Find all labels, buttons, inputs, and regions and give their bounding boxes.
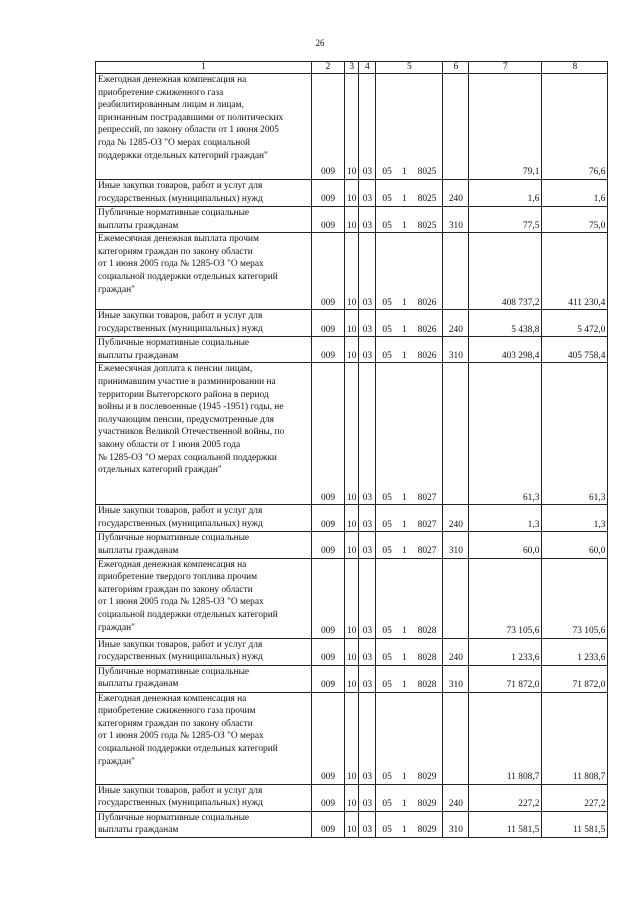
amount-col8: 11 581,5 bbox=[542, 811, 608, 837]
target-article-part: 1 bbox=[402, 679, 407, 690]
section-code: 10 bbox=[345, 784, 359, 811]
subsection-code: 03 bbox=[359, 363, 376, 505]
target-article-part: 05 bbox=[382, 625, 392, 636]
amount-col8: 11 808,7 bbox=[542, 692, 608, 784]
section-code: 10 bbox=[345, 207, 359, 233]
target-article-part: 8029 bbox=[417, 798, 437, 809]
expense-type-code: 310 bbox=[443, 811, 469, 837]
target-article-code bbox=[376, 337, 443, 363]
target-article-parts bbox=[378, 324, 440, 337]
subsection-code: 03 bbox=[359, 207, 376, 233]
grbs-code: 009 bbox=[312, 310, 345, 337]
amount-col8: 411 230,4 bbox=[542, 233, 608, 310]
amount-col7: 403 298,4 bbox=[469, 337, 542, 363]
target-article-parts bbox=[378, 193, 440, 206]
target-article-part: 05 bbox=[382, 825, 392, 836]
target-article-part: 05 bbox=[382, 350, 392, 361]
row-description: Иные закупки товаров, работ и услуг для государственных (муниципальных) нужд bbox=[96, 638, 312, 665]
target-article-part: 8025 bbox=[417, 167, 437, 178]
target-article-part: 05 bbox=[382, 220, 392, 231]
target-article-part: 1 bbox=[402, 324, 407, 335]
subsection-code: 03 bbox=[359, 505, 376, 532]
expense-type-code: 240 bbox=[443, 310, 469, 337]
budget-table bbox=[95, 61, 608, 838]
grbs-code: 009 bbox=[312, 784, 345, 811]
expense-type-code bbox=[443, 558, 469, 638]
amount-col8: 71 872,0 bbox=[542, 665, 608, 692]
expense-type-code: 240 bbox=[443, 638, 469, 665]
header-cell: 1 bbox=[96, 62, 312, 74]
expense-type-code: 310 bbox=[443, 532, 469, 558]
header-cell: 5 bbox=[376, 62, 443, 74]
target-article-part: 8027 bbox=[417, 519, 437, 530]
target-article-parts bbox=[378, 771, 440, 784]
section-code: 10 bbox=[345, 74, 359, 180]
table-row bbox=[96, 310, 608, 337]
amount-col8: 405 758,4 bbox=[542, 337, 608, 363]
table-row bbox=[96, 692, 608, 784]
amount-col7: 73 105,6 bbox=[469, 558, 542, 638]
header-cell: 3 bbox=[345, 62, 359, 74]
row-description: Ежемесячная доплата к пенсии лицам, принимавшим участие в разминировании на территории Вытегорского района в период войны и в послевоенные (1945 -1951) годы, не получающим пенсии, предусмотренные для участников Великой Отечественной войны, по закону области от 1 июня 2005 года № 1285-ОЗ "О мерах социальной поддержки отдельных категорий граждан" bbox=[96, 363, 312, 505]
section-code: 10 bbox=[345, 558, 359, 638]
grbs-code: 009 bbox=[312, 558, 345, 638]
amount-col8: 1 233,6 bbox=[542, 638, 608, 665]
grbs-code: 009 bbox=[312, 337, 345, 363]
header-cell: 6 bbox=[443, 62, 469, 74]
target-article-part: 8028 bbox=[417, 652, 437, 663]
section-code: 10 bbox=[345, 180, 359, 207]
target-article-code bbox=[376, 505, 443, 532]
target-article-code bbox=[376, 74, 443, 180]
section-code: 10 bbox=[345, 363, 359, 505]
table-row bbox=[96, 363, 608, 505]
expense-type-code bbox=[443, 233, 469, 310]
target-article-part: 8026 bbox=[417, 350, 437, 361]
target-article-part: 1 bbox=[402, 492, 407, 503]
target-article-code bbox=[376, 558, 443, 638]
subsection-code: 03 bbox=[359, 180, 376, 207]
grbs-code: 009 bbox=[312, 74, 345, 180]
row-description: Ежегодная денежная компенсация на приобретение сжиженного газа прочим категориям граждан по закону области от 1 июня 2005 года № 1285-ОЗ "О мерах социальной поддержки отдельных категорий граждан" bbox=[96, 692, 312, 784]
row-description: Ежемесячная денежная выплата прочим категориям граждан по закону области от 1 июня 2005 года № 1285-ОЗ "О мерах социальной поддержки отдельных категорий граждан" bbox=[96, 233, 312, 310]
target-article-part: 1 bbox=[402, 297, 407, 308]
target-article-parts bbox=[378, 652, 440, 665]
target-article-code bbox=[376, 692, 443, 784]
expense-type-code bbox=[443, 692, 469, 784]
target-article-part: 1 bbox=[402, 825, 407, 836]
amount-col8: 1,3 bbox=[542, 505, 608, 532]
amount-col7: 11 581,5 bbox=[469, 811, 542, 837]
target-article-part: 1 bbox=[402, 798, 407, 809]
subsection-code: 03 bbox=[359, 784, 376, 811]
row-description: Иные закупки товаров, работ и услуг для государственных (муниципальных) нужд bbox=[96, 784, 312, 811]
grbs-code: 009 bbox=[312, 532, 345, 558]
section-code: 10 bbox=[345, 310, 359, 337]
grbs-code: 009 bbox=[312, 363, 345, 505]
amount-col7: 60,0 bbox=[469, 532, 542, 558]
table-row bbox=[96, 665, 608, 692]
target-article-part: 1 bbox=[402, 652, 407, 663]
section-code: 10 bbox=[345, 811, 359, 837]
subsection-code: 03 bbox=[359, 233, 376, 310]
header-cell: 7 bbox=[469, 62, 542, 74]
amount-col7: 5 438,8 bbox=[469, 310, 542, 337]
target-article-parts bbox=[378, 798, 440, 811]
target-article-part: 1 bbox=[402, 220, 407, 231]
target-article-part: 05 bbox=[382, 771, 392, 782]
amount-col8: 75,0 bbox=[542, 207, 608, 233]
target-article-part: 1 bbox=[402, 167, 407, 178]
header-cell: 2 bbox=[312, 62, 345, 74]
amount-col8: 61,3 bbox=[542, 363, 608, 505]
target-article-part: 05 bbox=[382, 679, 392, 690]
table-row bbox=[96, 532, 608, 558]
target-article-part: 05 bbox=[382, 167, 392, 178]
row-description: Ежегодная денежная компенсация на приобретение сжиженного газа реабилитированным лицам и лицам, признанным пострадавшими от политических репрессий, по закону области от 1 июня 2005 года № 1285-ОЗ "О мерах социальной поддержки отдельных категорий граждан" bbox=[96, 74, 312, 180]
amount-col8: 76,6 bbox=[542, 74, 608, 180]
amount-col7: 1,3 bbox=[469, 505, 542, 532]
subsection-code: 03 bbox=[359, 811, 376, 837]
target-article-code bbox=[376, 207, 443, 233]
table-row bbox=[96, 638, 608, 665]
subsection-code: 03 bbox=[359, 558, 376, 638]
subsection-code: 03 bbox=[359, 74, 376, 180]
target-article-part: 05 bbox=[382, 545, 392, 556]
target-article-part: 8027 bbox=[417, 492, 437, 503]
header-cell: 8 bbox=[542, 62, 608, 74]
row-description: Публичные нормативные социальные выплаты гражданам bbox=[96, 532, 312, 558]
target-article-parts bbox=[378, 679, 440, 692]
grbs-code: 009 bbox=[312, 692, 345, 784]
target-article-parts bbox=[378, 350, 440, 363]
target-article-parts bbox=[378, 220, 440, 233]
section-code: 10 bbox=[345, 638, 359, 665]
target-article-part: 8026 bbox=[417, 324, 437, 335]
amount-col7: 1 233,6 bbox=[469, 638, 542, 665]
target-article-part: 05 bbox=[382, 324, 392, 335]
target-article-part: 8029 bbox=[417, 771, 437, 782]
row-description: Публичные нормативные социальные выплаты гражданам bbox=[96, 337, 312, 363]
amount-col8: 1,6 bbox=[542, 180, 608, 207]
amount-col7: 61,3 bbox=[469, 363, 542, 505]
section-code: 10 bbox=[345, 532, 359, 558]
grbs-code: 009 bbox=[312, 638, 345, 665]
target-article-part: 1 bbox=[402, 771, 407, 782]
amount-col7: 79,1 bbox=[469, 74, 542, 180]
target-article-part: 8029 bbox=[417, 825, 437, 836]
target-article-code bbox=[376, 532, 443, 558]
amount-col7: 71 872,0 bbox=[469, 665, 542, 692]
table-body bbox=[96, 74, 608, 838]
section-code: 10 bbox=[345, 505, 359, 532]
target-article-part: 05 bbox=[382, 652, 392, 663]
grbs-code: 009 bbox=[312, 665, 345, 692]
target-article-parts bbox=[378, 625, 440, 638]
section-code: 10 bbox=[345, 337, 359, 363]
expense-type-code: 310 bbox=[443, 665, 469, 692]
target-article-parts bbox=[378, 519, 440, 532]
expense-type-code: 240 bbox=[443, 180, 469, 207]
section-code: 10 bbox=[345, 233, 359, 310]
table-row bbox=[96, 558, 608, 638]
target-article-part: 05 bbox=[382, 519, 392, 530]
amount-col8: 227,2 bbox=[542, 784, 608, 811]
target-article-part: 1 bbox=[402, 350, 407, 361]
row-description: Ежегодная денежная компенсация на приобретение твердого топлива прочим категориям граждан по закону области от 1 июня 2005 года № 1285-ОЗ "О мерах социальной поддержки отдельных категорий граждан" bbox=[96, 558, 312, 638]
amount-col7: 1,6 bbox=[469, 180, 542, 207]
target-article-part: 8026 bbox=[417, 297, 437, 308]
table-header-row bbox=[96, 62, 608, 74]
table-row bbox=[96, 505, 608, 532]
header-cell: 4 bbox=[359, 62, 376, 74]
table-row bbox=[96, 207, 608, 233]
expense-type-code: 310 bbox=[443, 207, 469, 233]
expense-type-code: 240 bbox=[443, 784, 469, 811]
expense-type-code bbox=[443, 363, 469, 505]
amount-col7: 77,5 bbox=[469, 207, 542, 233]
target-article-code bbox=[376, 180, 443, 207]
target-article-code bbox=[376, 638, 443, 665]
target-article-parts bbox=[378, 824, 440, 837]
target-article-part: 1 bbox=[402, 519, 407, 530]
section-code: 10 bbox=[345, 692, 359, 784]
amount-col8: 5 472,0 bbox=[542, 310, 608, 337]
table-row bbox=[96, 180, 608, 207]
grbs-code: 009 bbox=[312, 505, 345, 532]
table-row bbox=[96, 337, 608, 363]
subsection-code: 03 bbox=[359, 532, 376, 558]
target-article-part: 05 bbox=[382, 798, 392, 809]
target-article-part: 1 bbox=[402, 545, 407, 556]
amount-col7: 11 808,7 bbox=[469, 692, 542, 784]
row-description: Иные закупки товаров, работ и услуг для государственных (муниципальных) нужд bbox=[96, 180, 312, 207]
row-description: Иные закупки товаров, работ и услуг для государственных (муниципальных) нужд bbox=[96, 505, 312, 532]
target-article-code bbox=[376, 233, 443, 310]
row-description: Публичные нормативные социальные выплаты гражданам bbox=[96, 207, 312, 233]
amount-col8: 60,0 bbox=[542, 532, 608, 558]
target-article-code bbox=[376, 811, 443, 837]
grbs-code: 009 bbox=[312, 233, 345, 310]
grbs-code: 009 bbox=[312, 811, 345, 837]
target-article-part: 05 bbox=[382, 194, 392, 205]
target-article-part: 05 bbox=[382, 492, 392, 503]
target-article-part: 1 bbox=[402, 625, 407, 636]
target-article-part: 8025 bbox=[417, 220, 437, 231]
target-article-part: 8028 bbox=[417, 679, 437, 690]
subsection-code: 03 bbox=[359, 692, 376, 784]
amount-col7: 408 737,2 bbox=[469, 233, 542, 310]
amount-col7: 227,2 bbox=[469, 784, 542, 811]
row-description: Публичные нормативные социальные выплаты гражданам bbox=[96, 665, 312, 692]
expense-type-code bbox=[443, 74, 469, 180]
page-number: 26 bbox=[315, 38, 325, 48]
amount-col8: 73 105,6 bbox=[542, 558, 608, 638]
section-code: 10 bbox=[345, 665, 359, 692]
table-row bbox=[96, 784, 608, 811]
target-article-code bbox=[376, 310, 443, 337]
target-article-part: 05 bbox=[382, 297, 392, 308]
target-article-code bbox=[376, 784, 443, 811]
target-article-parts bbox=[378, 545, 440, 558]
target-article-part: 8025 bbox=[417, 194, 437, 205]
target-article-parts bbox=[378, 297, 440, 310]
target-article-parts bbox=[378, 166, 440, 179]
target-article-part: 1 bbox=[402, 194, 407, 205]
table-row bbox=[96, 74, 608, 180]
expense-type-code: 310 bbox=[443, 337, 469, 363]
target-article-parts bbox=[378, 492, 440, 505]
expense-type-code: 240 bbox=[443, 505, 469, 532]
subsection-code: 03 bbox=[359, 638, 376, 665]
grbs-code: 009 bbox=[312, 180, 345, 207]
target-article-code bbox=[376, 363, 443, 505]
target-article-part: 8028 bbox=[417, 625, 437, 636]
row-description: Иные закупки товаров, работ и услуг для государственных (муниципальных) нужд bbox=[96, 310, 312, 337]
subsection-code: 03 bbox=[359, 665, 376, 692]
table-row bbox=[96, 811, 608, 837]
subsection-code: 03 bbox=[359, 337, 376, 363]
row-description: Публичные нормативные социальные выплаты гражданам bbox=[96, 811, 312, 837]
subsection-code: 03 bbox=[359, 310, 376, 337]
target-article-code bbox=[376, 665, 443, 692]
target-article-part: 8027 bbox=[417, 545, 437, 556]
grbs-code: 009 bbox=[312, 207, 345, 233]
table-row bbox=[96, 233, 608, 310]
